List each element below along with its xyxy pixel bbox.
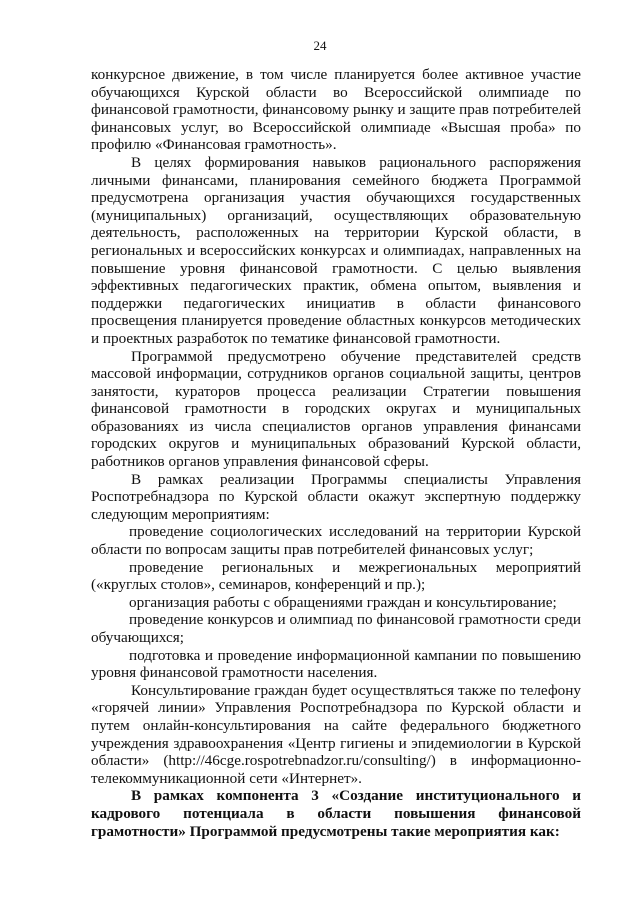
page-number: 24	[313, 38, 327, 53]
list-item: проведение региональных и межрегиональных мероприятий («круглых столов», семинаров, конференций и пр.);	[91, 558, 581, 594]
list-item: организация работы с обращениями граждан и консультирование;	[129, 593, 557, 611]
paragraph: В рамках реализации Программы специалисты Управления Роспотребнадзора по Курской области окажут экспертную поддержку следующим мероприятиям:	[91, 470, 581, 523]
paragraph-bold: В рамках компонента 3 «Создание институционального и кадрового потенциала в области повышения финансовой грамотности» Программой предусмотрены такие мероприятия как:	[91, 787, 581, 840]
body-text	[91, 66, 581, 840]
paragraph: Программой предусмотрено обучение представителей средств массовой информации, сотрудников органов социальной защиты, центров занятости, кураторов процесса реализации Стратегии повышения финансовой грамотности в городских округах и муниципальных образованиях из числа специалистов органов управления финансами городских округов и муниципальных образований Курской области, работников органов управления финансовой сферы.	[91, 347, 581, 471]
list-item: проведение конкурсов и олимпиад по финансовой грамотности среди обучающихся;	[91, 611, 581, 646]
paragraph-continuation: конкурсное движение, в том числе планируется более активное участие обучающихся Курской области во Всероссийской олимпиаде по финансовой грамотности, финансовому рынку и защите прав потребителей финансовых услуг, во Всероссийской олимпиаде «Высшая проба» по профилю «Финансовая грамотность».	[91, 66, 581, 154]
list-item: подготовка и проведение информационной кампании по повышению уровня финансовой грамотности населения.	[91, 646, 581, 682]
paragraph: В целях формирования навыков рационального распоряжения личными финансами, планирования семейного бюджета Программой предусмотрена организация участия обучающихся государственных (муниципальных) организаций, осуществляющих образовательную деятельность, расположенных на территории Курской области, в региональных и всероссийских конкурсах и олимпиадах, направленных на повышение уровня финансовой грамотности. С целью выявления эффективных педагогических практик, обмена опытом, выявления и поддержки педагогических инициатив в области финансового просвещения планируется проведение областных конкурсов методических и проектных разработок по тематике финансовой грамотности.	[91, 153, 581, 347]
paragraph: Консультирование граждан будет осуществляться также по телефону «горячей линии» Управления Роспотребнадзора по Курской области и путем онлайн-консультирования на сайте федерального бюджетного учреждения здравоохранения «Центр гигиены и эпидемиологии в Курской области» (http://46cge.rospotrebnadzor.ru/consulting/) в информационно-телекоммуникационной сети «Интернет».	[91, 681, 581, 787]
list-item: проведение социологических исследований на территории Курской области по вопросам защиты прав потребителей финансовых услуг;	[91, 523, 581, 559]
